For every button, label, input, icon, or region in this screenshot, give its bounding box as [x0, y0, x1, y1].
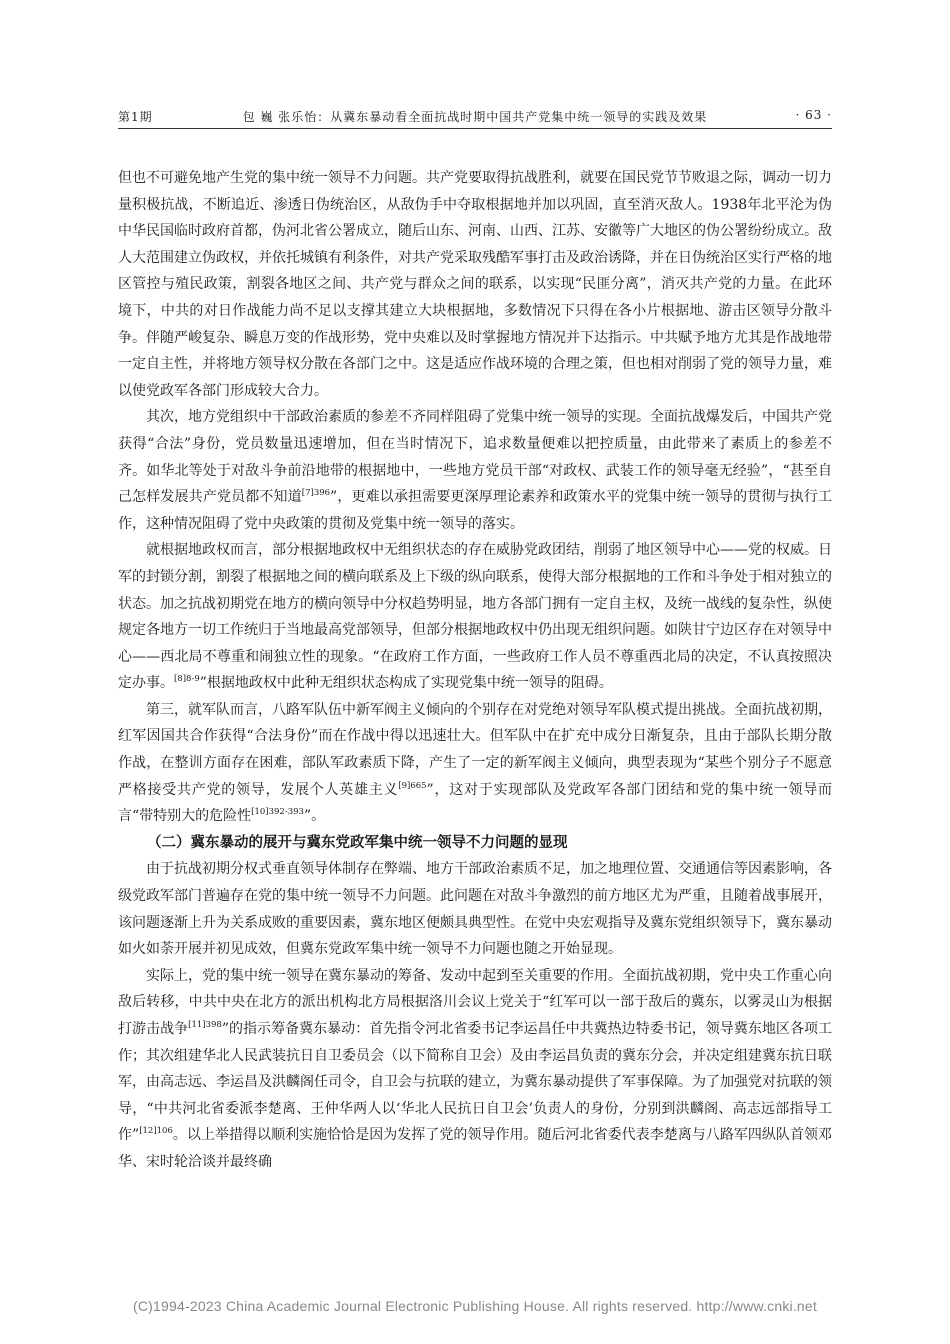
issue-number: 第1期: [118, 110, 153, 124]
citation-marker: [12]106: [139, 1126, 173, 1137]
running-title: 包 巍 张乐怡：从冀东暴动看全面抗战时期中国共产党集中统一领导的实践及效果: [242, 110, 708, 124]
copyright-footer: (C)1994-2023 China Academic Journal Electronic Publishing House. All rights reserved. http://www.cnki.net: [133, 1298, 817, 1314]
running-header: [118, 104, 832, 126]
page-number: · 63 ·: [795, 108, 832, 122]
paragraph-5: 由于抗战初期分权式垂直领导体制存在弊端、地方干部政治素质不足，加之地理位置、交通通信等因素影响，各级党政军部门普遍存在党的集中统一领导不力问题。此问题在对敌斗争激烈的前方地区尤为严重，且随着战事展开，该问题逐渐上升为关系成败的重要因素，冀东地区便颇具典型性。在党中央宏观指导及冀东党组织领导下，冀东暴动如火如荼开展并初见成效，但冀东党政军集中统一领导不力问题也随之开始显现。: [118, 861, 832, 958]
citation-marker: [11]398: [188, 1020, 222, 1030]
citation-marker: [9]665: [398, 780, 427, 791]
article-body: [118, 165, 832, 1176]
section-heading: （二）冀东暴动的展开与冀东党政军集中统一领导不力问题的显现: [147, 833, 568, 851]
citation-marker: [8]8-9: [174, 674, 200, 685]
paragraph-2: 其次，地方党组织中干部政治素质的参差不齐同样阻碍了党集中统一领导的实现。全面抗战爆发后，中国共产党获得“合法”身份，党员数量迅速增加，但在当时情况下，追求数量便难以把控质量，由此带来了素质上的参差不齐。如华北等处于对敌斗争前沿地带的根据地中，一些地方党员干部“对政权、武装工作的领导毫无经验”，“甚至自己怎样发展共产党员都不知道$^{[7]396}$”，更难以承担需要更深厚理论素养和政策水平的党集中统一领导的贯彻与执行工作，这种情况阻碍了党中央政策的贯彻及党集中统一领导的落实。: [118, 409, 832, 532]
header-rule: [118, 128, 832, 129]
paragraph-4: 第三，就军队而言，八路军队伍中新军阀主义倾向的个别存在对党绝对领导军队模式提出挑战。全面抗战初期，红军因国共合作获得“合法身份”而在作战中得以迅速壮大。但军队中在扩充中成分日渐复杂，且由于部队长期分散作战，在整训方面存在困难，部队军政素质下降，产生了一定的新军阀主义倾向，典型表现为“某些个别分子不愿意严格接受共产党的领导，发展个人英雄主义$^{[9]665}$”，这对于实现部队及党政军各部门团结和党的集中统一领导而言“带特别大的危险性$^{[10]392-393}$”。: [118, 701, 832, 825]
paragraph-1: 但也不可避免地产生党的集中统一领导不力问题。共产党要取得抗战胜利，就要在国民党节节败退之际，调动一切力量积极抗战，不断追近、渗透日伪统治区，从敌伪手中夺取根据地并加以巩固，直至消灭敌人。1938年北平沦为伪中华民国临时政府首都，伪河北省公署成立，随后山东、河南、山西、江苏、安徽等广大地区的伪公署纷纷成立。敌人大范围建立伪政权，并依托城镇有利条件，对共产党采取残酷军事打击及政治诱降，并在日伪统治区实行严格的地区管控与殖民政策，割裂各地区之间、共产党与群众之间的联系，以实现“民匪分离”，消灭共产党的力量。在此环境下，中共的对日作战能力尚不足以支撑其建立大块根据地，多数情况下只得在各小片根据地、游击区领导分散斗争。伴随严峻复杂、瞬息万变的作战形势，党中央难以及时掌握地方情况并下达指示。中共赋予地方尤其是作战地带一定自主性，并将地方领导权分散在各部门之中。这是适应作战环境的合理之策，但也相对削弱了党的领导力量，难以使党政军各部门形成较大合力。: [118, 170, 832, 399]
citation-marker: [7]396: [301, 488, 331, 499]
citation-marker: [10]392-393: [251, 807, 304, 818]
paragraph-3: 就根据地政权而言，部分根据地政权中无组织状态的存在威胁党政团结，削弱了地区领导中心——党的权威。日军的封锁分割，割裂了根据地之间的横向联系及上下级的纵向联系，使得大部分根据地的工作和斗争处于相对独立的状态。加之抗战初期党在地方的横向领导中分权趋势明显，地方各部门拥有一定自主权，及统一战线的复杂性，纵使规定各地方一切工作统归于当地最高党部领导，但部分根据地政权中仍出现无组织问题。如陕甘宁边区存在对领导中心——西北局不尊重和闹独立性的现象。“在政府工作方面，一些政府工作人员不尊重西北局的决定，不认真按照决定办事。$^{[8]8-9}$”根据地政权中此种无组织状态构成了实现党集中统一领导的阻碍。: [118, 542, 832, 692]
paragraph-6: 实际上，党的集中统一领导在冀东暴动的筹备、发动中起到至关重要的作用。全面抗战初期，党中央工作重心向敌后转移，中共中央在北方的派出机构北方局根据洛川会议上党关于“红军可以一部于敌后的冀东，以雾灵山为根据打游击战争$^{[11]398}$”的指示筹备冀东暴动：首先指令河北省委书记李运昌任中共冀热边特委书记，领导冀东地区各项工作；其次组建华北人民武装抗日自卫委员会（以下简称自卫会）及由李运昌负责的冀东分会，并决定组建冀东抗日联军，由高志远、李运昌及洪麟阁任司令，自卫会与抗联的建立，为冀东暴动提供了军事保障。为了加强党对抗联的领导，“中共河北省委派李楚离、王仲华两人以‘华北人民抗日自卫会’负责人的身份，分别到洪麟阁、高志远部指导工作”$^{[12]106}$。以上举措得以顺利实施恰恰是因为发挥了党的领导作用。随后河北省委代表李楚离与八路军四纵队首领邓华、宋时轮洽谈并最终确: [118, 967, 833, 1170]
